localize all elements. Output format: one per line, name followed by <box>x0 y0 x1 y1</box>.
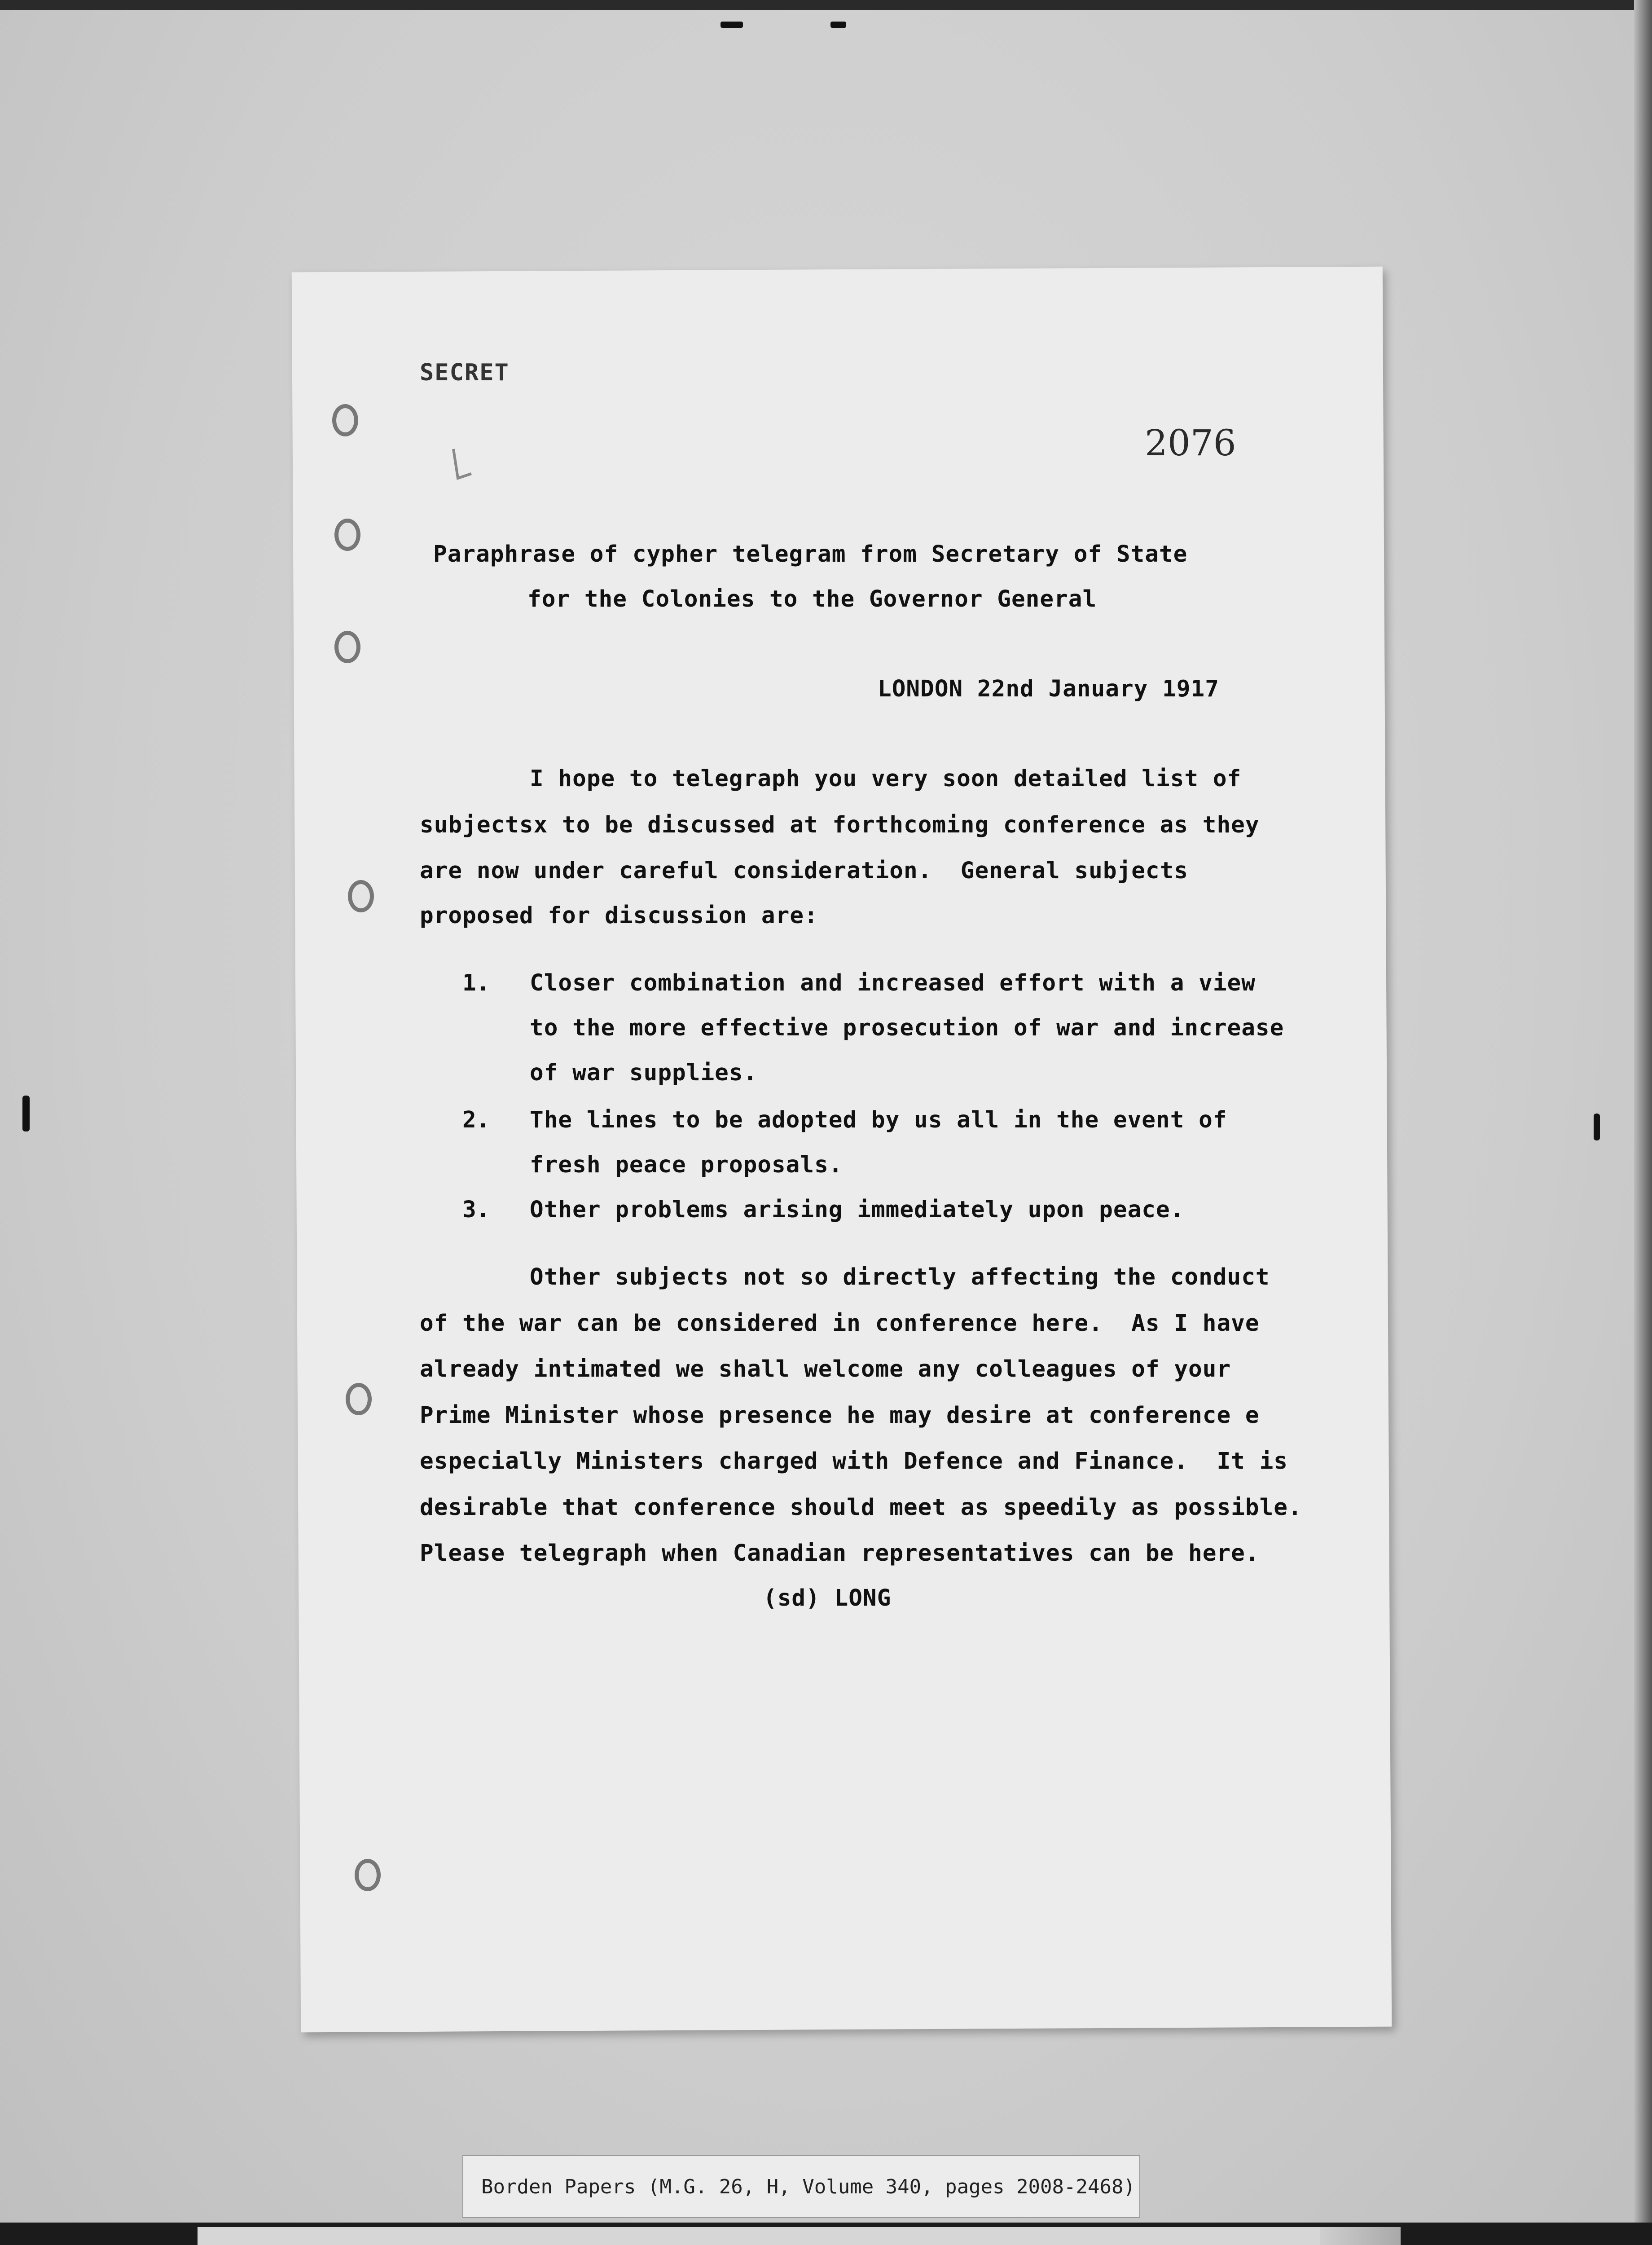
heading-line: Paraphrase of cypher telegram from Secretary of State <box>433 541 1188 568</box>
closing-line: especially Ministers charged with Defence and Finance. It is <box>420 1448 1288 1475</box>
intro-line: are now under careful consideration. General subjects <box>420 858 1189 884</box>
film-top-edge <box>0 0 1652 10</box>
intro-line: proposed for discussion are: <box>420 902 818 929</box>
item-line: of war supplies. <box>530 1060 758 1086</box>
item-number: 2. <box>462 1107 490 1133</box>
archives-card <box>198 2227 1401 2245</box>
place-date: LONDON 22nd January 1917 <box>878 676 1219 702</box>
punch-hole <box>332 404 358 436</box>
film-mark <box>830 22 846 28</box>
telegram-sheet <box>292 267 1392 2033</box>
collection-reference-text: Borden Papers (M.G. 26, H, Volume 340, pages 2008-2468) <box>481 2175 1135 2198</box>
film-mark <box>22 1096 30 1131</box>
pencil-mark-icon <box>449 447 476 483</box>
punch-hole <box>334 519 360 551</box>
item-line: Closer combination and increased effort with a view <box>530 970 1256 996</box>
film-mark <box>1594 1114 1600 1140</box>
closing-line: Please telegraph when Canadian representatives can be here. <box>420 1540 1260 1567</box>
item-line: Other problems arising immediately upon peace. <box>530 1197 1185 1223</box>
closing-line: Other subjects not so directly affecting the conduct <box>530 1264 1270 1290</box>
item-number: 1. <box>462 970 490 996</box>
item-number: 3. <box>462 1197 490 1223</box>
closing-line: already intimated we shall welcome any colleagues of your <box>420 1356 1231 1382</box>
closing-line: desirable that conference should meet as speedily as possible. <box>420 1494 1302 1521</box>
closing-line: Prime Minister whose presence he may desire at conference e <box>420 1402 1260 1429</box>
card-shade <box>1320 2227 1401 2245</box>
punch-hole <box>334 631 360 663</box>
collection-reference-label <box>462 2155 1140 2218</box>
classification-stamp: SECRET <box>420 359 510 386</box>
punch-hole <box>346 1383 372 1415</box>
document-number: 2076 <box>1145 422 1236 464</box>
intro-line: I hope to telegraph you very soon detailed list of <box>530 766 1242 792</box>
punch-hole <box>348 880 374 912</box>
closing-line: of the war can be considered in conference here. As I have <box>420 1310 1260 1337</box>
punch-hole <box>355 1859 381 1891</box>
item-line: The lines to be adopted by us all in the event of <box>530 1107 1227 1133</box>
film-mark <box>721 22 743 28</box>
item-line: to the more effective prosecution of war and increase <box>530 1015 1284 1041</box>
intro-line: subjectsx to be discussed at forthcoming conference as they <box>420 812 1260 838</box>
signature: (sd) LONG <box>763 1585 892 1611</box>
item-line: fresh peace proposals. <box>530 1152 843 1178</box>
heading-line: for the Colonies to the Governor General <box>527 586 1097 612</box>
film-right-edge <box>1634 0 1652 2223</box>
